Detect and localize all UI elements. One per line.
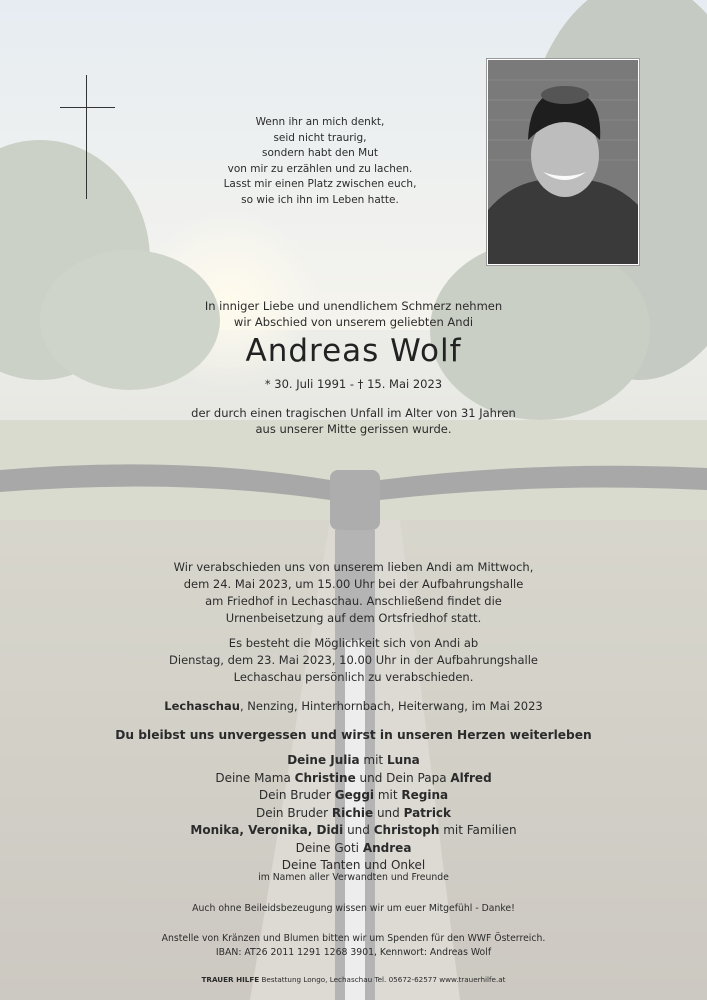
motto: Du bleibst uns unvergessen und wirst in unseren Herzen weiterleben — [115, 728, 592, 742]
ceremony-line: am Friedhof in Lechaschau. Anschließend findet die — [205, 594, 502, 608]
family-name: Christoph — [373, 823, 440, 837]
family-name: Christine — [294, 770, 356, 785]
life-dates: * 30. Juli 1991 - † 15. Mai 2023 — [264, 377, 443, 391]
cause-text — [0, 405, 707, 437]
family-name: Regina — [401, 788, 449, 802]
intro-text — [0, 298, 707, 330]
portrait-photo — [487, 59, 639, 265]
intro-line: wir Abschied von unserem geliebten Andi — [233, 315, 474, 329]
intro-line: In inniger Liebe und unendlichem Schmerz nehmen — [204, 299, 503, 313]
family-name: Richie — [331, 805, 374, 820]
family-name: Monika, Veronika, Didi — [190, 823, 344, 837]
cross-icon-bar — [60, 107, 115, 108]
ceremony-line: Wir verabschieden uns von unserem lieben Andi am Mittwoch, — [173, 560, 534, 574]
footer — [0, 975, 707, 984]
family-text: mit — [374, 788, 402, 802]
ceremony-line: dem 24. Mai 2023, um 15.00 Uhr bei der Aufbahrungshalle — [183, 577, 524, 591]
donation-iban: IBAN: AT26 2011 1291 1268 3901, Kennwort: Andreas Wolf — [215, 947, 492, 958]
cause-line: aus unserer Mitte gerissen wurde. — [255, 422, 452, 436]
family-list — [0, 752, 707, 875]
places-line — [0, 699, 707, 713]
family-row — [0, 787, 707, 805]
family-text: Dein Bruder — [258, 788, 335, 802]
poem-line: von mir zu erzählen und zu lachen. — [227, 162, 413, 175]
relatives-line: im Namen aller Verwandten und Freunde — [258, 872, 449, 883]
family-text: Dein Bruder — [255, 805, 332, 820]
family-name: Andrea — [362, 840, 412, 855]
poem-line: Wenn ihr an mich denkt, — [255, 116, 385, 128]
places-rest: , Nenzing, Hinterhornbach, Heiterwang, im Mai 2023 — [239, 699, 543, 713]
family-name: Deine Julia — [287, 753, 360, 767]
farewell-line: Es besteht die Möglichkeit sich von Andi ab — [228, 636, 479, 650]
deceased-name: Andreas Wolf — [245, 333, 462, 369]
family-row — [0, 822, 707, 840]
ceremony-line: Urnenbeisetzung auf dem Ortsfriedhof statt. — [225, 611, 482, 625]
footer-text: Bestattung Longo, Lechaschau Tel. 05672-62577 www.trauerhilfe.at — [259, 975, 506, 984]
family-text: mit Familien — [439, 823, 517, 837]
family-row — [0, 770, 707, 788]
ceremony-text — [0, 559, 707, 627]
family-name: Geggi — [334, 788, 375, 802]
footer-brand: TRAUER HILFE — [201, 975, 260, 984]
family-text: und — [373, 805, 404, 820]
family-name: Alfred — [450, 770, 492, 785]
family-text: Deine Goti — [295, 840, 363, 855]
thanks-line: Auch ohne Beileidsbezeugung wissen wir um euer Mitgefühl - Danke! — [192, 903, 515, 914]
family-text: und — [343, 823, 374, 837]
family-text: mit — [359, 753, 387, 767]
farewell-line: Dienstag, dem 23. Mai 2023, 10.00 Uhr in der Aufbahrungshalle — [169, 653, 538, 667]
family-text: Deine Mama — [215, 770, 295, 785]
family-row: Deine Tanten und Onkel — [281, 858, 426, 872]
family-row — [0, 840, 707, 858]
family-text: und Dein Papa — [355, 770, 451, 785]
places-first: Lechaschau — [164, 699, 240, 713]
farewell-text — [0, 635, 707, 686]
family-row — [0, 805, 707, 823]
donation-text — [0, 932, 707, 960]
poem — [220, 115, 420, 208]
poem-line: Lasst mir einen Platz zwischen euch, — [223, 178, 417, 190]
poem-line: seid nicht traurig, — [273, 131, 367, 144]
poem-line: so wie ich ihn im Leben hatte. — [241, 193, 399, 206]
portrait-icon — [488, 60, 638, 264]
family-name: Patrick — [403, 805, 452, 820]
farewell-line: Lechaschau persönlich zu verabschieden. — [233, 670, 474, 684]
donation-line: Anstelle von Kränzen und Blumen bitten wir um Spenden für den WWF Österreich. — [161, 933, 546, 944]
cross-icon — [86, 75, 87, 199]
family-row — [0, 752, 707, 770]
cause-line: der durch einen tragischen Unfall im Alter von 31 Jahren — [191, 406, 516, 420]
family-name: Luna — [386, 753, 420, 767]
poem-line: sondern habt den Mut — [262, 147, 378, 159]
